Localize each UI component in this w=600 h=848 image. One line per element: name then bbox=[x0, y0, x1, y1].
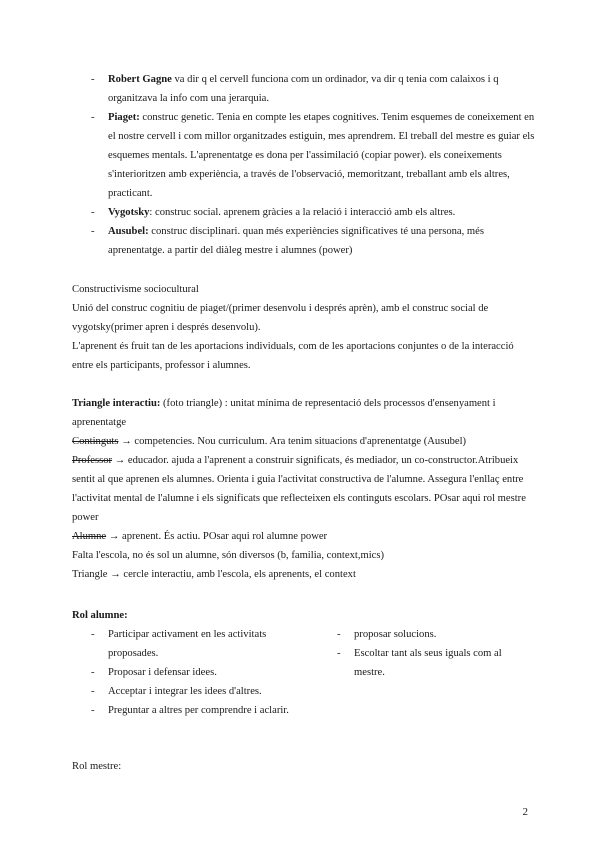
list-item: - Vygotsky: construc social. aprenem gràcies a la relació i interacció amb els altres. bbox=[91, 203, 536, 222]
section-heading: Rol mestre: bbox=[72, 761, 122, 772]
triangle-line: Continguts → competencies. Nou curriculum. Ara tenim situacions d'aprenentatge (Ausubel) bbox=[72, 436, 467, 447]
section-heading: Triangle interactiu: bbox=[72, 398, 161, 409]
list-item: - Preguntar a altres per comprendre i aclarir. bbox=[91, 701, 291, 720]
list-item: - Participar activament en les activitats proposades. bbox=[91, 625, 291, 663]
rol-mestre-section bbox=[72, 757, 530, 776]
constructivism-section bbox=[72, 280, 530, 375]
triangle-heading-line: Triangle interactiu: (foto triangle) : unitat mínima de representació dels processos d'ensenyament i aprenentatge bbox=[72, 398, 496, 428]
list-item: - Acceptar i integrar les idees d'altres. bbox=[91, 682, 291, 701]
list-item: - proposar solucions. bbox=[337, 625, 527, 644]
section-heading: Constructivisme sociocultural bbox=[72, 284, 199, 295]
list-item: - Piaget: construc genetic. Tenia en compte les etapes cognitives. Tenim esquemes de coneixement en el nostre cervell i com millor organitzades estiguin, mes aprendrem. El treball del mestre es guiar els esquemes mentals. L'aprenentatge es dona per l'assimilació (copiar power). els coneixements s'interioritzen amb experiència, a través de l'observació, memoritzant, treballant amb els altres, practicant. bbox=[91, 108, 536, 203]
theorists-list bbox=[91, 70, 536, 260]
theorists-section bbox=[91, 70, 536, 260]
rol-alumne-right-column bbox=[337, 625, 527, 682]
list-item: - Robert Gagne va dir q el cervell funciona com un ordinador, va dir q tenia com calaixos i q organitzava la info com una jerarquia. bbox=[91, 70, 536, 108]
list-item: - Escoltar tant als seus iguals com al mestre. bbox=[337, 644, 527, 682]
list-item: - Proposar i defensar idees. bbox=[91, 663, 291, 682]
page-number: 2 bbox=[522, 806, 528, 818]
section-heading: Rol alumne: bbox=[72, 610, 128, 621]
paragraph: Unió del construc cognitiu de piaget/(primer desenvolu i després aprèn), amb el construc social de vygotsky(primer apren i després desenvolu). bbox=[72, 303, 489, 333]
paragraph: L'aprenent és fruit tan de les aportacions individuals, com de les aportacions conjuntes o de la interacció entre els participants, professor i alumnes. bbox=[72, 341, 514, 371]
paragraph: Falta l'escola, no és sol un alumne, són diversos (b, familia, context,mics) bbox=[72, 550, 385, 561]
rol-alumne-list bbox=[91, 625, 291, 720]
triangle-section bbox=[72, 394, 530, 584]
rol-alumne-section bbox=[72, 606, 530, 625]
rol-alumne-left-column bbox=[91, 625, 291, 720]
list-item: - Ausubel: construc disciplinari. quan més experiències significatives té una persona, més aprenentatge. a partir del diàleg mestre i alumnes (power) bbox=[91, 222, 536, 260]
paragraph: Triangle → cercle interactiu, amb l'escola, els aprenents, el context bbox=[72, 569, 356, 580]
triangle-line: Alumne → aprenent. És actiu. POsar aqui rol alumne power bbox=[72, 531, 328, 542]
rol-alumne-list bbox=[337, 625, 527, 682]
triangle-line: Professor → educador. ajuda a l'aprenent a construir significats, és mediador, un co-constructor.Atribueix sentit al que aprenen els alumnes. Orienta i guia l'activitat constructiva de l'alumne. Assegura l'enllaç entre l'activitat mental de l'alumne i els significats que reflecteixen els continguts escolars. POsar aqui rol mestre power bbox=[72, 455, 526, 523]
